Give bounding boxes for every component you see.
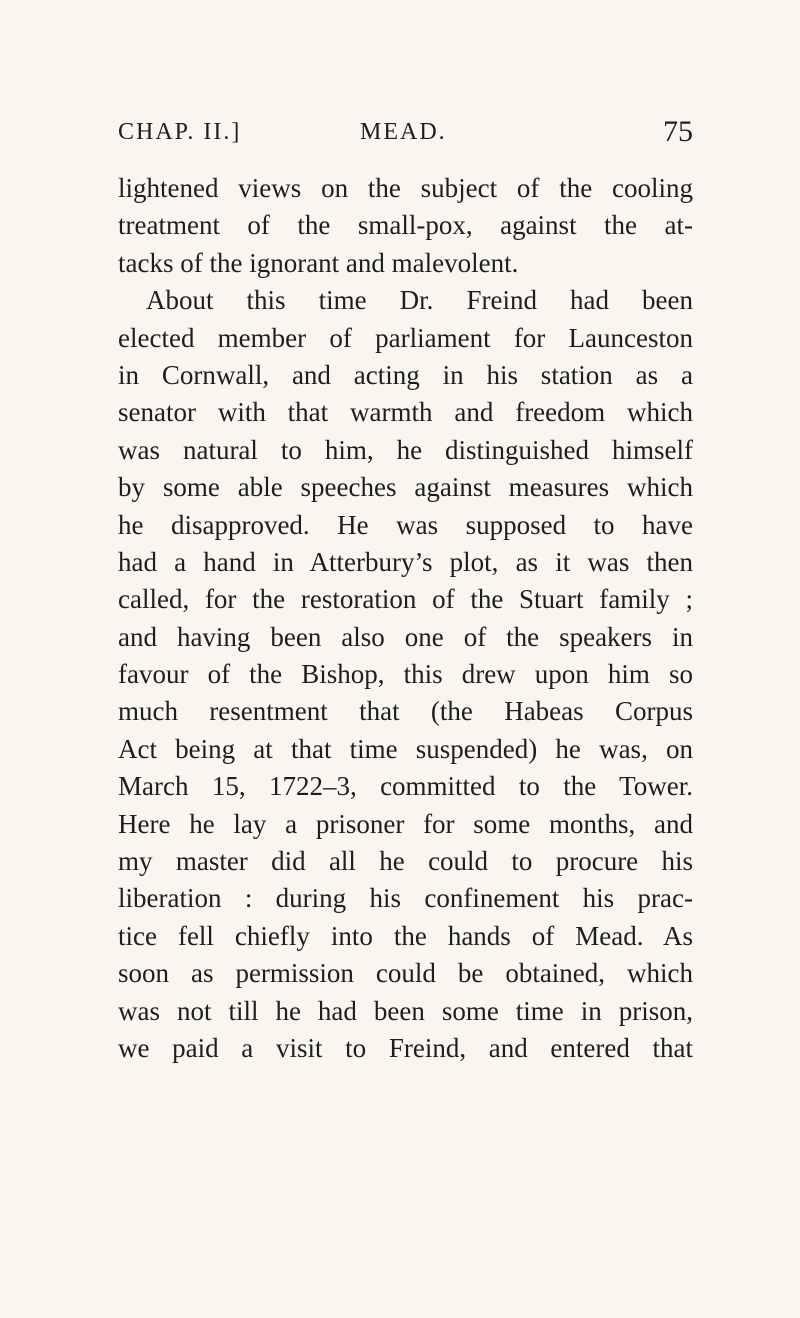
text-line: in Cornwall, and acting in his station as a [118,359,693,390]
text-line: tice fell chiefly into the hands of Mead. As [118,920,693,951]
text-line: was not till he had been some time in prison, [118,995,693,1026]
text-line: tacks of the ignorant and malevolent. [118,247,519,278]
text-line: by some able speeches against measures which [118,472,693,503]
text-line: About this time Dr. Freind had been [146,285,693,316]
text-line: March 15, 1722–3, committed to the Tower. [118,771,693,802]
text-line: treatment of the small-pox, against the at- [118,210,693,241]
text-line: much resentment that (the Habeas Corpus [118,696,693,727]
text-line: elected member of parliament for Launceston [118,322,693,353]
text-line: soon as permission could be obtained, which [118,958,693,989]
text-line: liberation : during his confinement his prac- [118,883,693,914]
text-line: favour of the Bishop, this drew upon him so [118,659,693,690]
text-line: had a hand in Atterbury’s plot, as it was then [118,546,693,577]
text-line: Here he lay a prisoner for some months, and [118,808,693,839]
page-number: 75 [663,115,693,148]
running-head [118,112,693,152]
chapter-label: CHAP. II.] [118,119,242,145]
body-text [118,170,693,1067]
text-line: lightened views on the subject of the cooling [118,173,693,203]
text-line: he disapproved. He was supposed to have [118,509,693,540]
text-line: called, for the restoration of the Stuart family ; [118,584,693,615]
text-line: senator with that warmth and freedom which [118,397,693,428]
text-line: was natural to him, he distinguished himself [118,434,693,465]
running-title: MEAD. [360,119,447,145]
text-line: and having been also one of the speakers in [118,621,693,652]
text-line: we paid a visit to Freind, and entered that [118,1032,693,1063]
text-line: Act being at that time suspended) he was, on [118,733,693,764]
text-line: my master did all he could to procure his [118,846,693,877]
